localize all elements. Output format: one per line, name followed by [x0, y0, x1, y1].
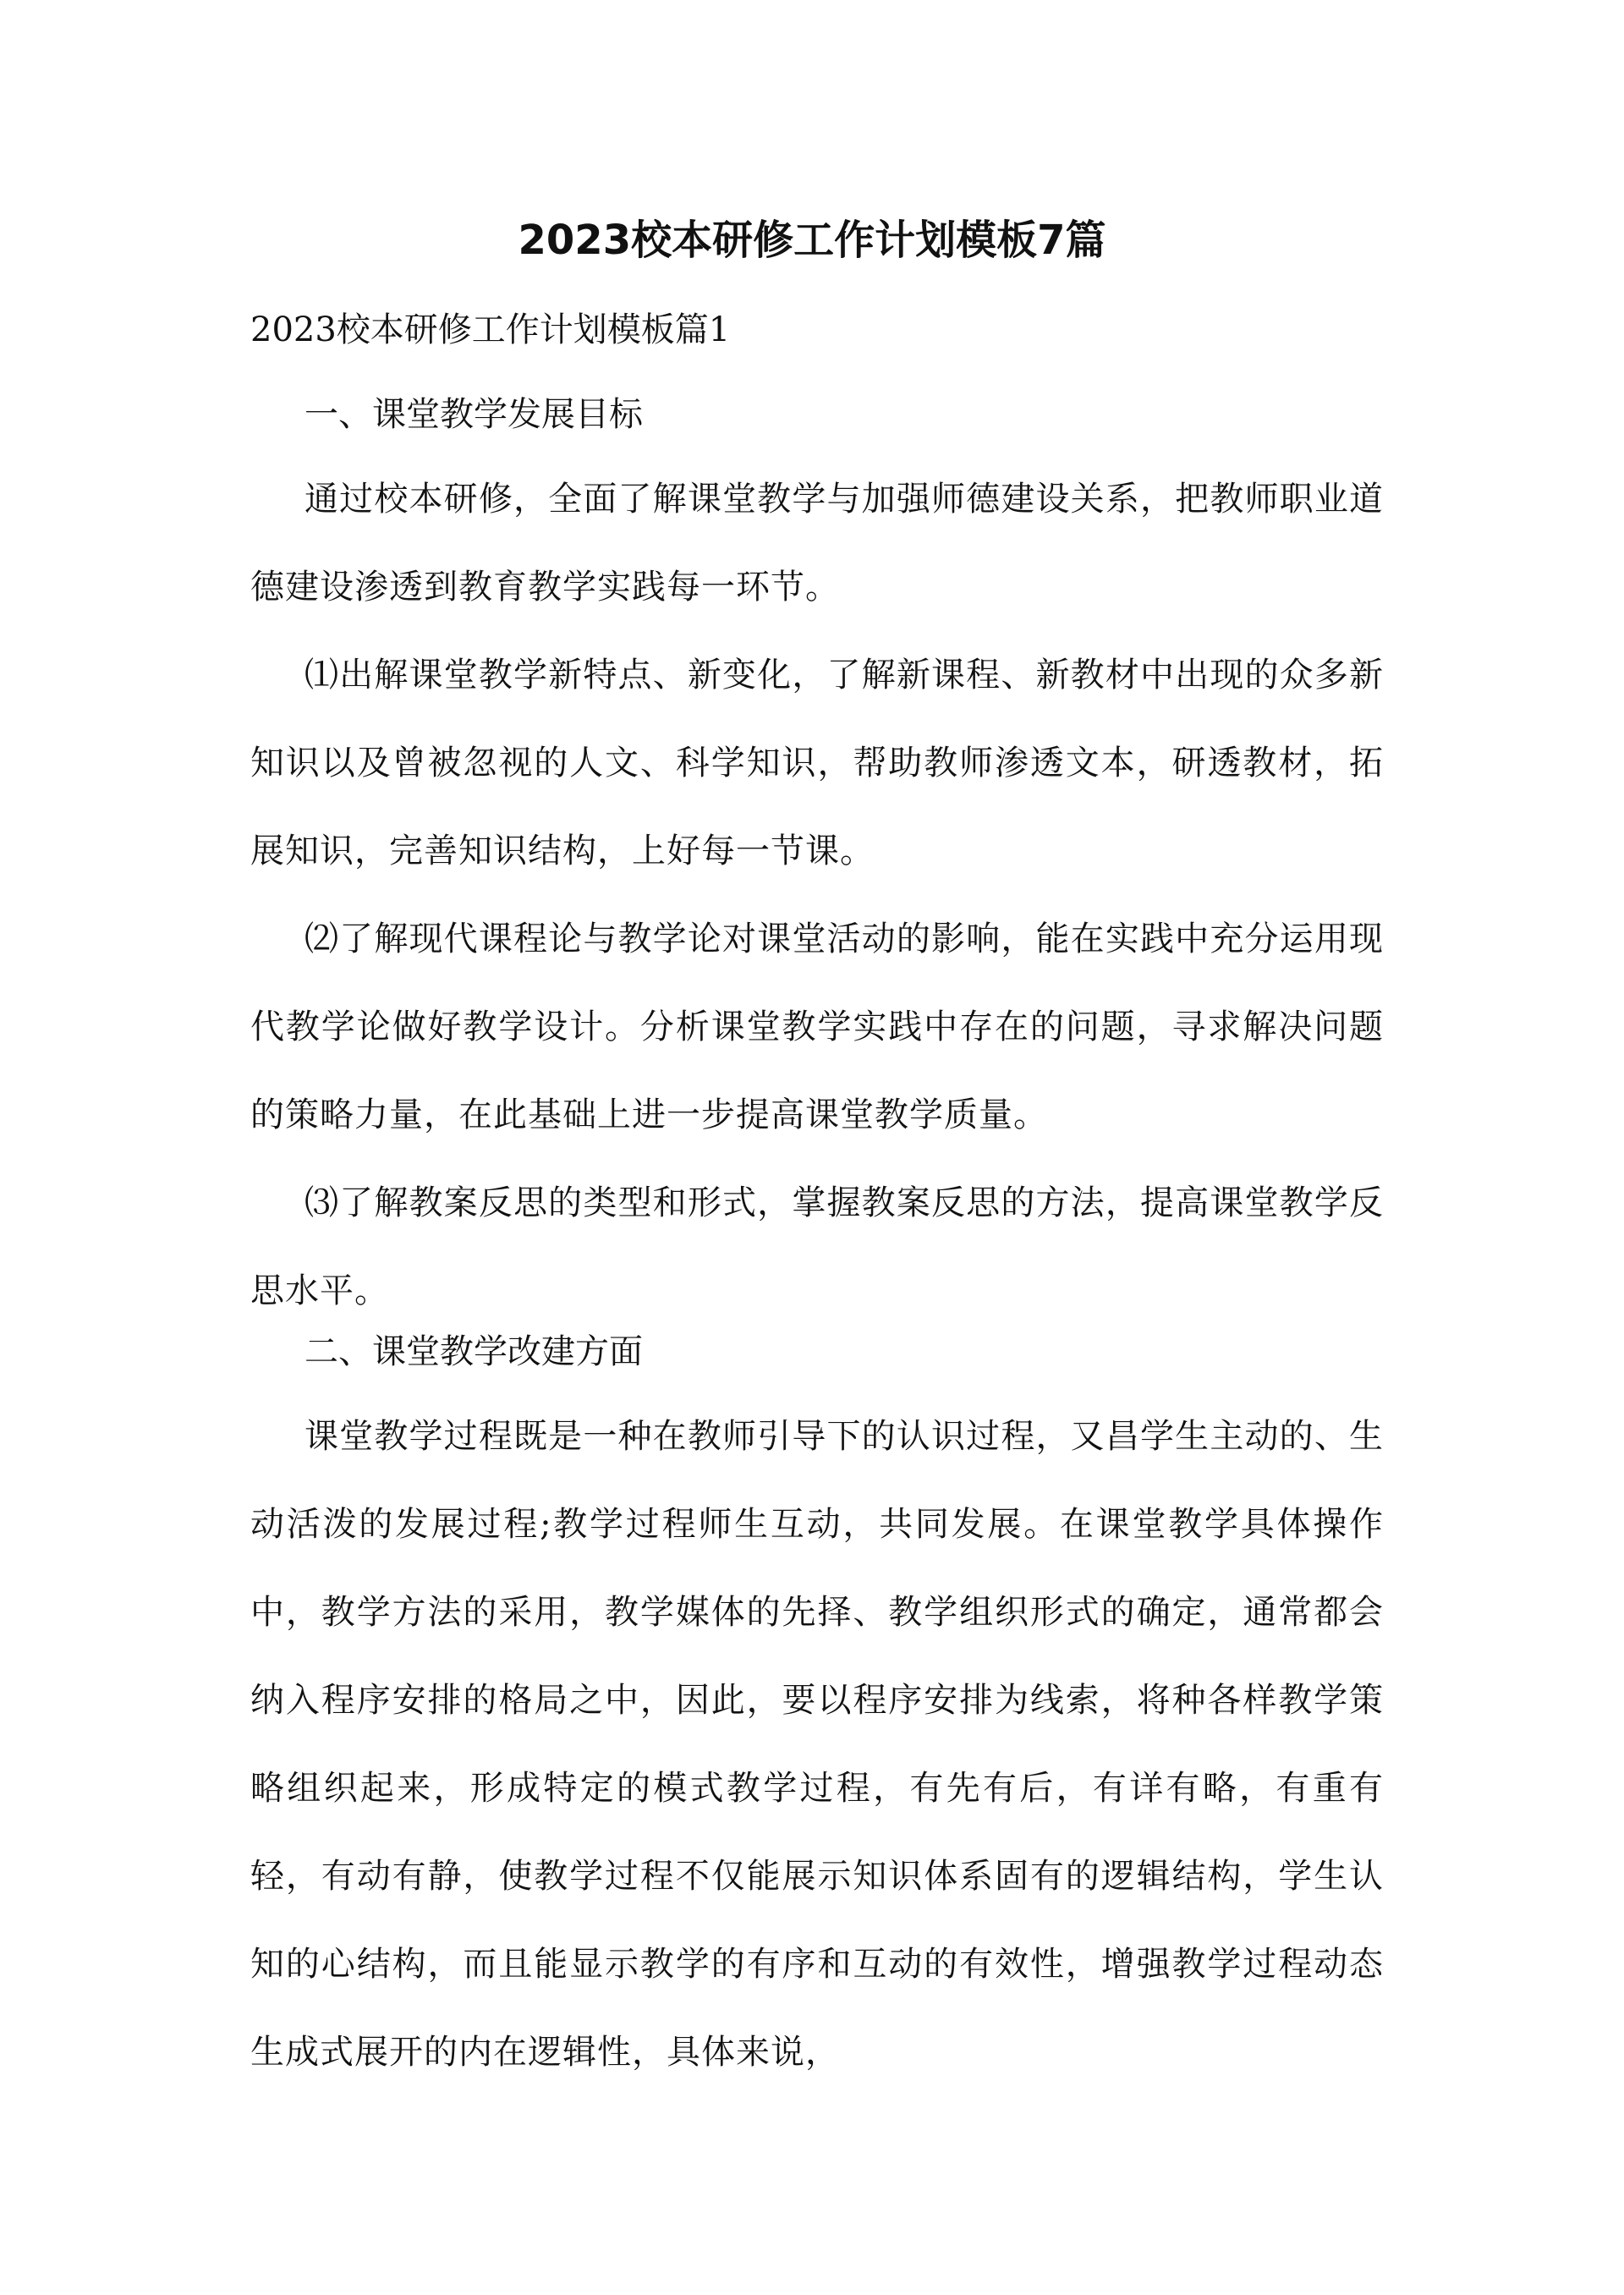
document-subtitle: 2023校本研修工作计划模板篇1	[250, 310, 731, 349]
paragraph-4: ⑶了解教案反思的类型和形式，掌握教案反思的方法，提高课堂教学反思水平。	[250, 1183, 1384, 1310]
paragraph-2: ⑴出解课堂教学新特点、新变化，了解新课程、新教材中出现的众多新知识以及曾被忽视的人文、科学知识，帮助教师渗透文本，研透教材，拓展知识，完善知识结构，上好每一节课。	[250, 656, 1384, 870]
paragraph-3: ⑵了解现代课程论与教学论对课堂活动的影响，能在实践中充分运用现代教学论做好教学设计。分析课堂教学实践中存在的问题，寻求解决问题的策略力量，在此基础上进一步提高课堂教学质量。	[250, 920, 1384, 1134]
document-title: 2023校本研修工作计划模板7篇	[518, 217, 1106, 264]
section-heading-2: 二、课堂教学改建方面	[304, 1332, 643, 1371]
section-heading-1: 一、课堂教学发展目标	[304, 395, 643, 434]
paragraph-5: 课堂教学过程既是一种在教师引导下的认识过程，又昌学生主动的、生动活泼的发展过程;教学过程师生互动，共同发展。在课堂教学具体操作中，教学方法的采用，教学媒体的先择、教学组织形式的确定，通常都会纳入程序安排的格局之中，因此，要以程序安排为线索，将种各样教学策略组织起来，形成特定的模式教学过程，有先有后，有详有略，有重有轻，有动有静，使教学过程不仅能展示知识体系固有的逻辑结构，学生认知的心结构，而且能显示教学的有序和互动的有效性，增强教学过程动态生成式展开的内在逻辑性，具体来说，	[250, 1417, 1384, 2072]
paragraph-1: 通过校本研修，全面了解课堂教学与加强师德建设关系，把教师职业道德建设渗透到教育教学实践每一环节。	[250, 480, 1384, 607]
